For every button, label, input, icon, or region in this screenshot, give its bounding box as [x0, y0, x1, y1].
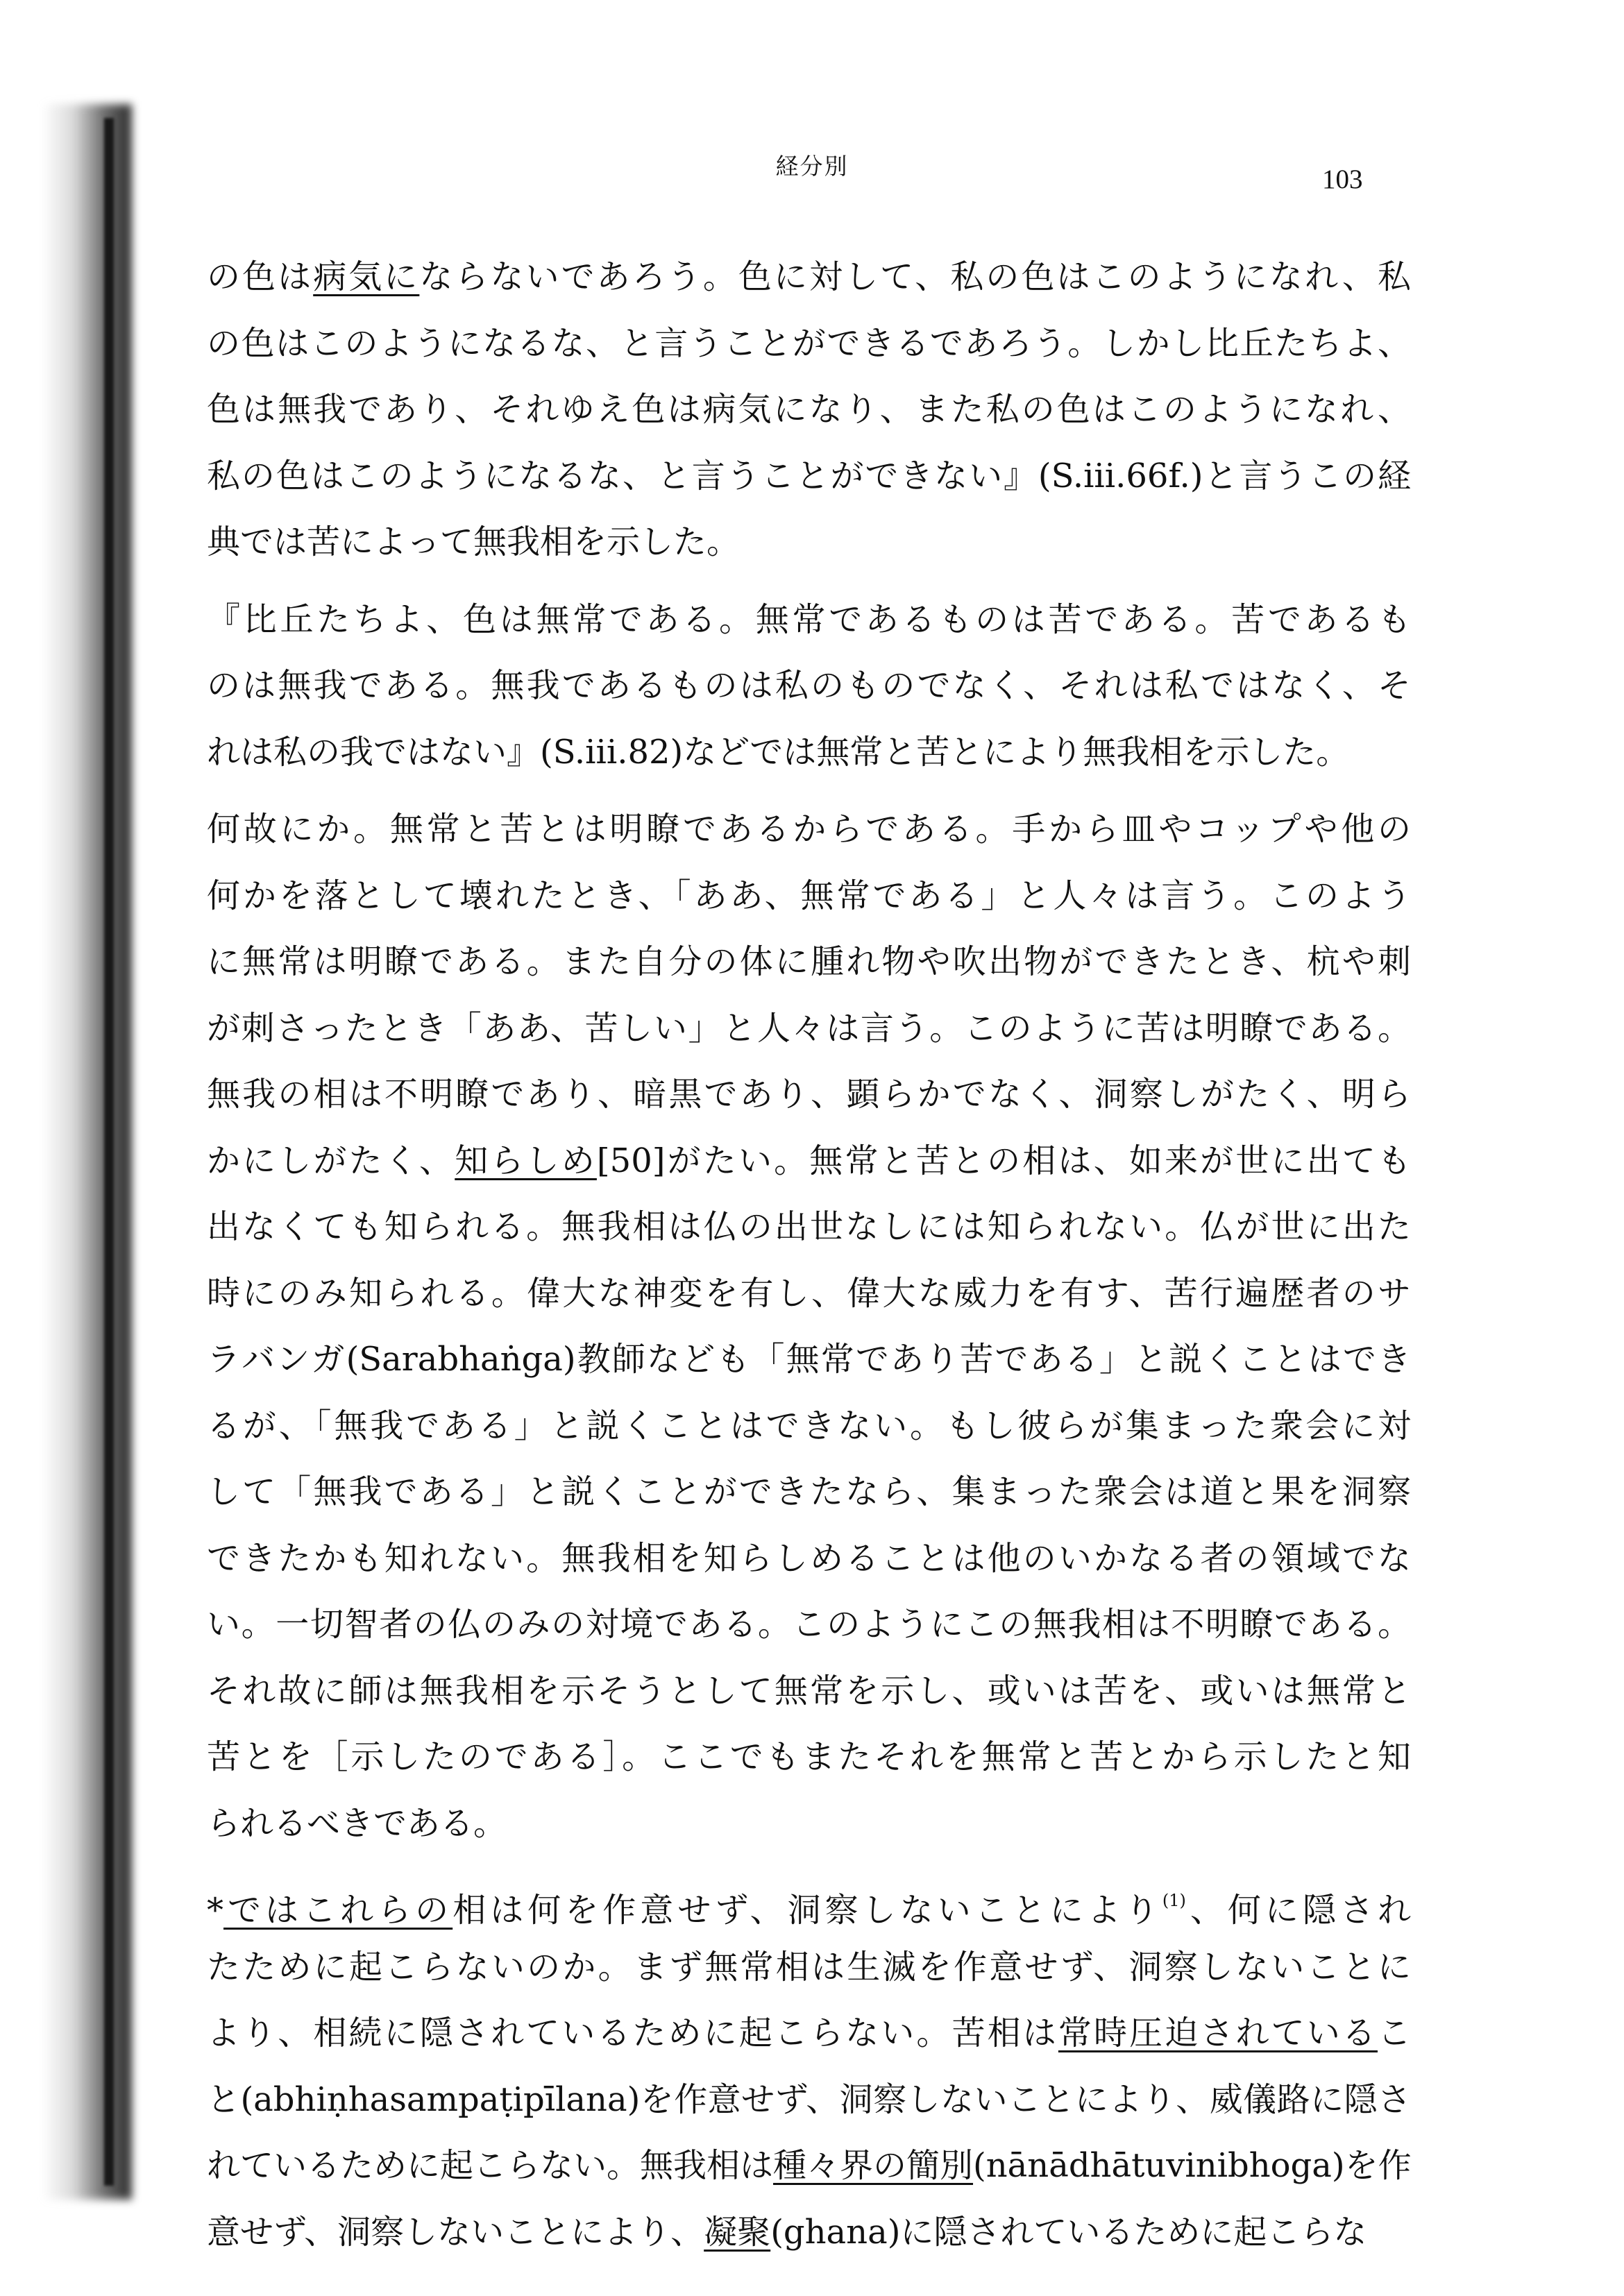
text-segment: して「無我である」と説くことができたなら、集まった衆会は道と果を洞察 — [207, 1472, 1411, 1511]
text-line — [207, 2067, 1411, 2134]
text-line — [207, 2200, 1411, 2266]
text-segment: の色は — [207, 257, 314, 296]
text-line — [207, 1526, 1411, 1592]
text-line — [207, 1724, 1411, 1791]
text-segment: に無常は明瞭である。また自分の体に腫れ物や吹出物ができたとき、杭や刺 — [207, 942, 1411, 981]
page-number: 103 — [1322, 164, 1363, 194]
text-line — [207, 1062, 1411, 1128]
text-segment: られるべきである。 — [207, 1803, 507, 1843]
underlined-term: 種々界の簡別 — [773, 2146, 974, 2185]
text-line — [207, 1934, 1411, 2001]
text-segment: ラバンガ(Sarabhaṅga)教師なども「無常であり苦である」と説くことはでき — [207, 1340, 1411, 1379]
underlined-term: ではこれらの — [223, 1891, 453, 1930]
text-segment: 意せず、洞察しないことにより、 — [207, 2212, 704, 2252]
text-line — [207, 797, 1411, 863]
text-segment: 何故にか。無常と苦とは明瞭であるからである。手から皿やコップや他の — [207, 810, 1411, 849]
text-segment: 無我の相は不明瞭であり、暗黒であり、顕らかでなく、洞察しがたく、明ら — [207, 1075, 1411, 1114]
text-line — [207, 1327, 1411, 1393]
text-segment: の色はこのようになるな、と言うことができるであろう。しかし比丘たちよ、 — [207, 323, 1411, 363]
text-segment: できたかも知れない。無我相を知らしめることは他のいかなる者の領域でな — [207, 1538, 1411, 1578]
text-line — [207, 1868, 1411, 1934]
page-binding-edge — [104, 118, 114, 2186]
text-line — [207, 1592, 1411, 1658]
underlined-term: 常時圧迫されている — [1058, 2014, 1378, 2052]
text-segment: 何かを落として壊れたとき、「ああ、無常である」と人々は言う。このよう — [207, 876, 1411, 915]
text-line — [207, 443, 1411, 510]
paragraph-gap — [207, 1857, 1411, 1868]
text-line — [207, 2000, 1411, 2067]
text-line — [207, 929, 1411, 996]
text-segment: 出なくても知られる。無我相は仏の出世なしには知られない。仏が世に出た — [207, 1207, 1411, 1246]
text-segment: こ — [1377, 2014, 1411, 2052]
text-segment: [50]がたい。無常と苦との相は、如来が世に出ても — [596, 1141, 1411, 1180]
underlined-term: 凝聚 — [704, 2212, 771, 2252]
text-segment: れは私の我ではない』(S.iii.82)などでは無常と苦とにより無我相を示した。 — [207, 732, 1350, 772]
text-line — [207, 1194, 1411, 1261]
underlined-term: 病気に — [313, 257, 420, 296]
text-segment: 苦とを［示したのである］。ここでもまたそれを無常と苦とから示したと知 — [207, 1737, 1411, 1776]
text-segment: 相は何を作意せず、洞察しないことにより — [452, 1891, 1162, 1930]
text-line — [207, 244, 1411, 311]
text-segment: 典では苦によって無我相を示した。 — [207, 522, 741, 561]
text-segment: 時にのみ知られる。偉大な神変を有し、偉大な威力を有す、苦行遍歴者のサ — [207, 1273, 1411, 1313]
text-segment: * — [207, 1891, 223, 1930]
text-line — [207, 996, 1411, 1062]
text-segment: い。一切智者の仏のみの対境である。このようにこの無我相は不明瞭である。 — [207, 1605, 1411, 1644]
running-title: 経分別 — [775, 153, 849, 180]
text-segment: ならないであろう。色に対して、私の色はこのようになれ、私 — [419, 257, 1411, 296]
text-segment: (ghana)に隠されているために起こらな — [770, 2212, 1367, 2252]
text-line — [207, 311, 1411, 377]
paragraph-gap — [207, 576, 1411, 587]
text-segment: れているために起こらない。無我相は — [207, 2146, 774, 2185]
text-segment: 、何に隠され — [1185, 1891, 1411, 1930]
text-line — [207, 1261, 1411, 1327]
text-line — [207, 2133, 1411, 2200]
text-line — [207, 720, 1411, 786]
text-line — [207, 1128, 1411, 1195]
text-segment: より、相続に隠されているために起こらない。苦相は — [207, 2014, 1058, 2052]
text-segment: が刺さったとき「ああ、苦しい」と人々は言う。このように苦は明瞭である。 — [207, 1008, 1411, 1048]
text-line — [207, 1658, 1411, 1725]
text-line — [207, 863, 1411, 930]
text-segment: たために起こらないのか。まず無常相は生滅を作意せず、洞察しないことに — [207, 1947, 1411, 1987]
text-line — [207, 653, 1411, 720]
text-segment: るが、「無我である」と説くことはできない。もし彼らが集まった衆会に対 — [207, 1406, 1411, 1445]
text-line — [207, 377, 1411, 443]
text-segment: かにしがたく、 — [207, 1141, 455, 1180]
text-segment: 私の色はこのようになるな、と言うことができない』(S.iii.66f.)と言うこの経 — [207, 456, 1411, 495]
text-segment: 『比丘たちよ、色は無常である。無常であるものは苦である。苦であるも — [207, 599, 1411, 639]
body-text — [207, 244, 1411, 2265]
footnote-marker: (1) — [1162, 1891, 1186, 1910]
paragraph-gap — [207, 785, 1411, 797]
text-line — [207, 509, 1411, 576]
text-line — [207, 587, 1411, 654]
text-line — [207, 1791, 1411, 1857]
page-binding-shadow — [42, 104, 132, 2200]
text-segment: のは無我である。無我であるものは私のものでなく、それは私ではなく、そ — [207, 666, 1411, 705]
text-line — [207, 1393, 1411, 1460]
text-segment: (nānādhātuvinibhoga)を作 — [973, 2146, 1412, 2185]
text-line — [207, 1459, 1411, 1526]
text-segment: と(abhiṇhasampaṭipīlana)を作意せず、洞察しないことにより、威儀路に隠さ — [207, 2080, 1411, 2119]
text-segment: それ故に師は無我相を示そうとして無常を示し、或いは苦を、或いは無常と — [207, 1671, 1411, 1710]
text-segment: 色は無我であり、それゆえ色は病気になり、また私の色はこのようになれ、 — [207, 390, 1411, 429]
underlined-term: 知らしめ — [455, 1141, 597, 1180]
